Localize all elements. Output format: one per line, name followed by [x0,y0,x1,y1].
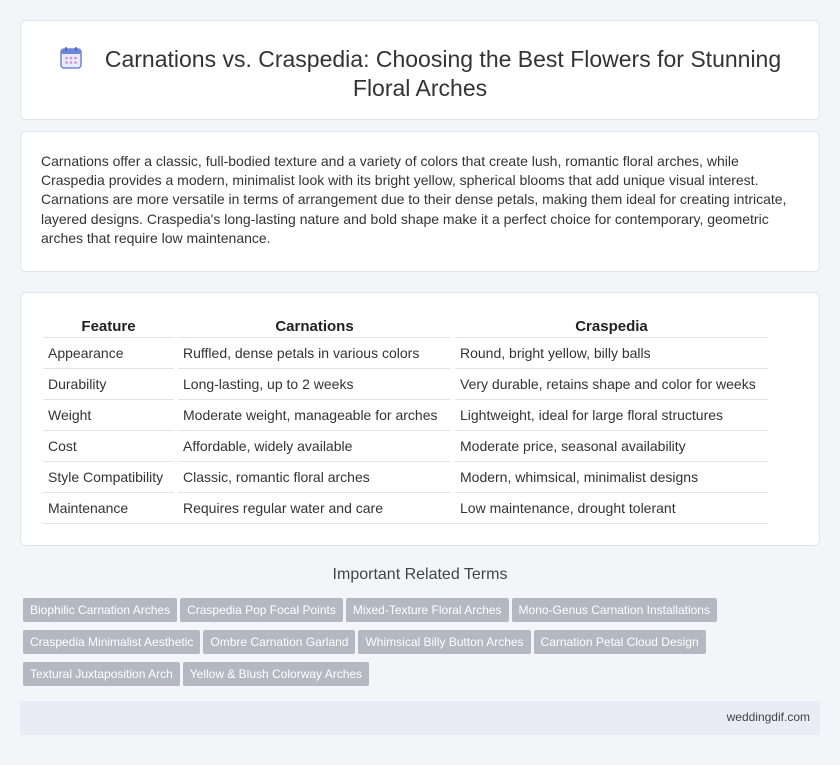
footer [20,701,820,735]
cell-feature: Cost [43,430,174,461]
cell-craspedia: Very durable, retains shape and color for weeks [455,368,768,399]
cell-carnations: Moderate weight, manageable for arches [178,399,451,430]
cell-carnations: Classic, romantic floral arches [178,461,451,492]
table-header-row [43,313,768,337]
cell-carnations: Affordable, widely available [178,430,451,461]
cell-carnations: Ruffled, dense petals in various colors [178,337,451,368]
cell-carnations: Requires regular water and care [178,492,451,524]
related-term-tag[interactable]: Craspedia Pop Focal Points [180,598,343,622]
table-row [43,399,768,430]
related-term-tag[interactable]: Craspedia Minimalist Aesthetic [23,630,200,654]
related-term-tag[interactable]: Yellow & Blush Colorway Arches [183,662,369,686]
cell-feature: Appearance [43,337,174,368]
related-term-tag[interactable]: Ombre Carnation Garland [203,630,355,654]
comparison-table [43,313,768,524]
table-row [43,461,768,492]
related-term-tag[interactable]: Carnation Petal Cloud Design [534,630,706,654]
related-terms-heading: Important Related Terms [332,566,508,583]
intro-paragraph: Carnations offer a classic, full-bodied texture and a variety of colors that create lush, romantic floral arches, while Craspedia provides a modern, minimalist look with its bright yellow, spherical blooms that add unique visual interest. Carnations are more versatile in terms of arrangement due to their dense petals, making them ideal for creating intricate, layered designs. Craspedia's long-lasting nature and bold shape make it a perfect choice for contemporary, geometric arches that require low maintenance. [41,153,787,246]
cell-craspedia: Round, bright yellow, billy balls [455,337,768,368]
cell-craspedia: Low maintenance, drought tolerant [455,492,768,524]
cell-carnations: Long-lasting, up to 2 weeks [178,368,451,399]
table-row [43,337,768,368]
page-title-wrap [21,45,819,103]
header-craspedia: Craspedia [575,317,648,335]
cell-feature: Weight [43,399,174,430]
header-carnations: Carnations [275,317,354,335]
related-term-tag[interactable]: Whimsical Billy Button Arches [358,630,530,654]
title-card [20,20,820,120]
table-row [43,492,768,524]
cell-craspedia: Modern, whimsical, minimalist designs [455,461,768,492]
related-terms-list [23,598,823,694]
table-row [43,368,768,399]
cell-craspedia: Lightweight, ideal for large floral structures [455,399,768,430]
cell-feature: Maintenance [43,492,174,524]
related-term-tag[interactable]: Mono-Genus Carnation Installations [512,598,717,622]
table-row [43,430,768,461]
header-feature: Feature [81,317,136,335]
related-term-tag[interactable]: Mixed-Texture Floral Arches [346,598,509,622]
related-term-tag[interactable]: Biophilic Carnation Arches [23,598,177,622]
cell-feature: Durability [43,368,174,399]
calendar-icon [59,46,83,70]
footer-site[interactable]: weddingdif.com [726,710,810,724]
page-title: Carnations vs. Craspedia: Choosing the Best Flowers for Stunning Floral Arches [104,46,782,101]
cell-feature: Style Compatibility [43,461,174,492]
cell-craspedia: Moderate price, seasonal availability [455,430,768,461]
intro-card [20,131,820,272]
related-term-tag[interactable]: Textural Juxtaposition Arch [23,662,180,686]
comparison-card [20,292,820,546]
